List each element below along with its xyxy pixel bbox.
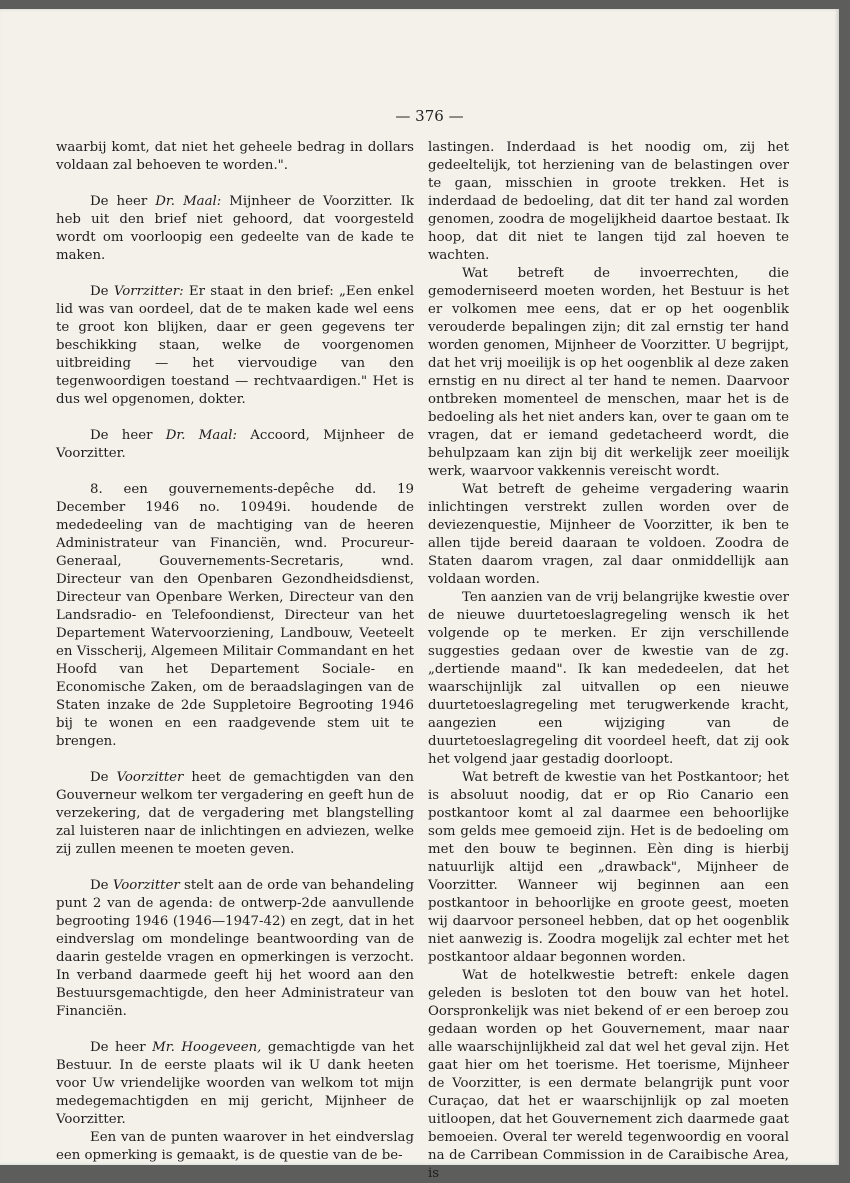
speaker-name: Voorzitter (112, 878, 180, 893)
paragraph: Wat betreft de geheime vergadering waarin inlichtingen verstrekt zullen worden over de deviezenquestie, Mijnheer de Voorzitter, ik ben te allen tijde bereid daaraan te voldoen. Zoodra de Staten daarom vragen, zal daar onmiddellijk aan voldaan worden. (428, 482, 789, 587)
paragraph: De heer Dr. Maal: Mijnheer de Voorzitter. Ik heb uit den brief niet gehoord, dat voorgesteld wordt om voorloopig een gedeelte van de kade te maken. (56, 194, 414, 263)
document-page (0, 9, 839, 1181)
paragraph: lastingen. Inderdaad is het noodig om, zij het gedeeltelijk, tot herziening van de belastingen over te gaan, misschien in groote trekken. Het is inderdaad de bedoeling, dat dit ter hand zal worden genomen, zoodra de mogelijkheid daartoe bestaat. Ik hoop, dat dit niet te langen tijd zal hoeven te wachten. (428, 140, 789, 263)
speaker-name: Vorrzitter: (113, 284, 184, 299)
page-number: — 376 — (395, 107, 464, 125)
speaker-name: Voorzitter (116, 770, 184, 785)
agenda-item: 8. een gouvernements-depêche dd. 19 December 1946 no. 10949i. houdende de mededeeling van de machtiging van de heeren Administrateur van Financiën, wnd. Procureur-Generaal, Gouvernements-Secretaris, wnd. Directeur van den Openbaren Gezondheidsdienst, Directeur van Openbare Werken, Directeur van den Landsradio- en Telefoondienst, Directeur van het Departement Watervoorziening, Landbouw, Veeteelt en Visscherij, Algemeen Militair Commandant en het Hoofd van het Departement Sociale- en Economische Zaken, om de beraadslagingen van de Staten inzake de 2de Suppletoire Begrooting 1946 bij te wonen en een raadgevende stem uit te brengen. (56, 482, 414, 749)
speaker-name: Mr. Hoogeveen, (152, 1040, 262, 1055)
paragraph: De heer Mr. Hoogeveen, gemachtigde van het Bestuur. In de eerste plaats wil ik U dank heeten voor Uw vriendelijke woorden van welkom tot mijn medegemachtigden en mij gericht, Mijnheer de Voorzitter. (56, 1040, 414, 1127)
paragraph: De Voorzitter heet de gemachtigden van den Gouverneur welkom ter vergadering en geeft hun de verzekering, dat de vergadering met blangstelling zal luisteren naar de inlichtingen en adviezen, welke zij zullen meenen te moeten geven. (56, 770, 414, 857)
paragraph: De Voorzitter stelt aan de orde van behandeling punt 2 van de agenda: de ontwerp-2de aanvullende begrooting 1946 (1946—1947-42) en zegt, dat in het eindverslag om mondelinge beantwoording van de daarin gestelde vragen en opmerkingen is verzocht. In verband daarmede geeft hij het woord aan den Bestuursgemachtigde, den heer Administrateur van Financiën. (56, 878, 414, 1019)
speaker-name: Dr. Maal: (165, 428, 237, 443)
paragraph: Wat de hotelkwestie betreft: enkele dagen geleden is besloten tot den bouw van het hotel. Oorspronkelijk was niet bekend of er een beroep zou gedaan worden op het Gouvernement, maar naar alle waarschijnlijkheid zal dat wel het geval zijn. Het gaat hier om het toerisme. Het toerisme, Mijnheer de Voorzitter, is een dermate belangrijk punt voor Curaçao, dat het er waarschijnlijk op zal moeten uitloopen, dat het Gouvernement zich daarmede gaat bemoeien. Overal ter wereld tegenwoordig en vooral na de Carribean Commission in de Caraibische Area, is (428, 968, 789, 1181)
paragraph: Wat betreft de kwestie van het Postkantoor; het is absoluut noodig, dat er op Rio Canario een postkantoor komt al zal daarmee een behoorlijke som gelds mee gemoeid zijn. Het is de bedoeling om met den bouw te beginnen. Eèn ding is hierbij natuurlijk altijd een „drawback", Mijnheer de Voorzitter. Wanneer wij beginnen aan een postkantoor in behoorlijke en groote geest, moeten wij daarvoor personeel hebben, dat op het oogenblik niet aanwezig is. Zoodra mogelijk zal echter met het postkantoor aldaar begonnen worden. (428, 770, 789, 965)
speaker-name: Dr. Maal: (155, 194, 222, 209)
right-column (428, 139, 789, 1183)
paragraph: De Vorrzitter: Er staat in den brief: „Een enkel lid was van oordeel, dat de te maken kade wel eens te groot kon blijken, daar er geen gegevens ter beschikking staan, welke de voorgenomen uitbreiding — het viervoudige van den tegenwoordigen toestand — rechtvaardigen." Het is dus wel opgenomen, dokter. (56, 284, 414, 407)
left-column (56, 139, 414, 1165)
paragraph: Ten aanzien van de vrij belangrijke kwestie over de nieuwe duurtetoeslagregeling wensch ik het volgende op te merken. Er zijn verschillende suggesties gedaan over de kwestie van de zg. „dertiende maand". Ik kan mededeelen, dat het waarschijnlijk zal uitvallen op een nieuwe duurtetoeslagregeling met terugwerkende kracht, aangezien een wijziging van de duurtetoeslagregeling dit voordeel heeft, dat zij ook het volgend jaar gestadig doorloopt. (428, 590, 789, 767)
paragraph: Een van de punten waarover in het eindverslag een opmerking is gemaakt, is de questie van de be- (56, 1130, 414, 1163)
paragraph: Wat betreft de invoerrechten, die gemoderniseerd moeten worden, het Bestuur is het er volkomen mee eens, dat er op het oogenblik verouderde bepalingen zijn; dit zal ernstig ter hand worden genomen, Mijnheer de Voorzitter. U begrijpt, dat het vrij moeilijk is op het oogenblik al deze zaken ernstig en nu direct al ter hand te nemen. Daarvoor ontbreken momenteel de menschen, maar het is de bedoeling als het niet anders kan, over te gaan om te vragen, dat er iemand gedetacheerd wordt, die behulpzaam kan zijn bij dit werkelijk zeer moeilijk werk, waarvoor vakkennis vereischt wordt. (428, 266, 789, 479)
paragraph: De heer Dr. Maal: Accoord, Mijnheer de Voorzitter. (56, 428, 414, 461)
paragraph: waarbij komt, dat niet het geheele bedrag in dollars voldaan zal behoeven te worden.". (56, 140, 414, 173)
